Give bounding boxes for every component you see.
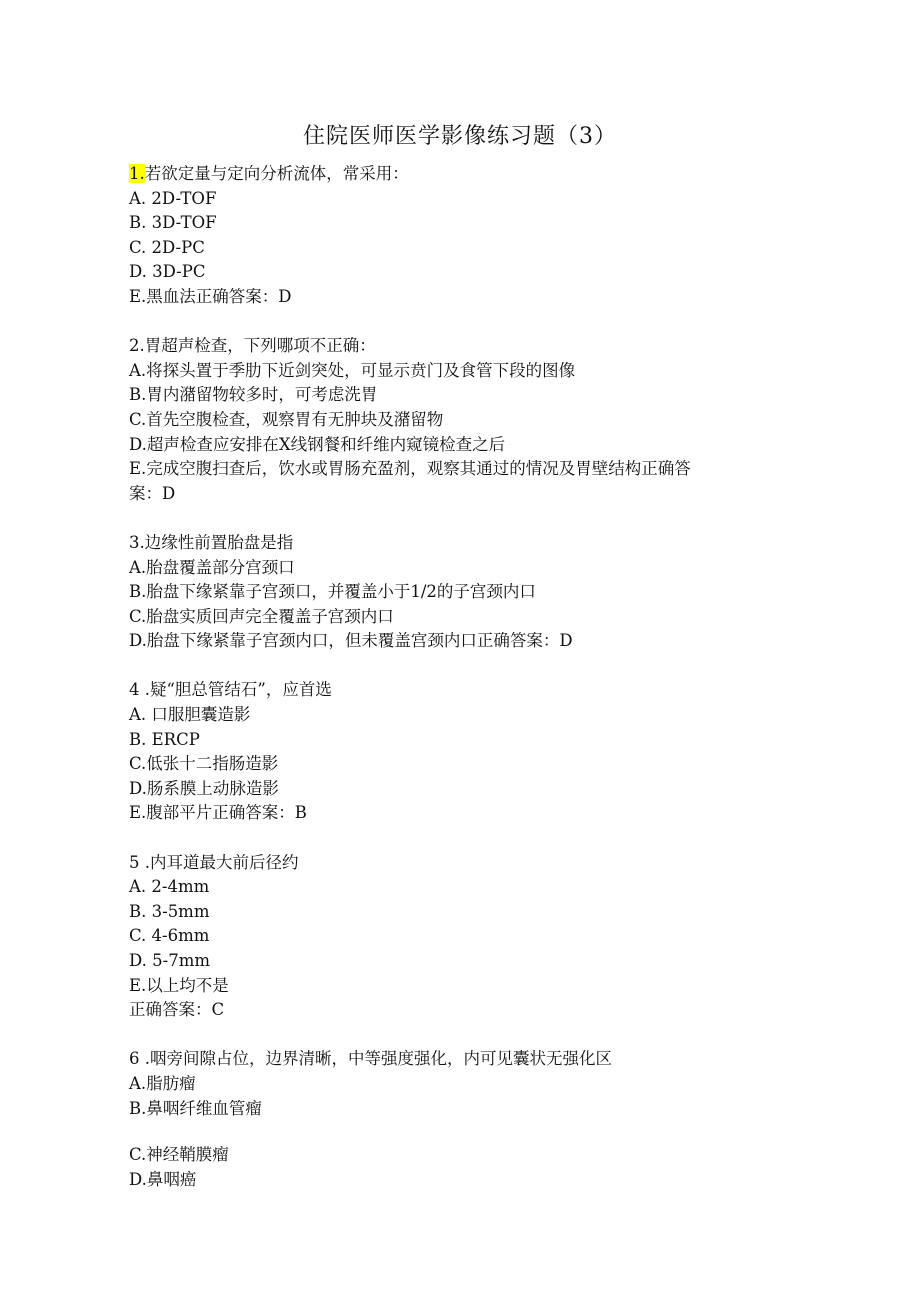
question-3 [129, 531, 789, 654]
option: B. 3-5mm [129, 901, 210, 921]
option: C.胎盘实质回声完全覆盖子宫颈内口 [129, 606, 394, 626]
question-stem: 5 .内耳道最大前后径约 [129, 852, 299, 872]
answer: 案：D [129, 483, 176, 503]
question-stem: 4 .疑“胆总管结石”，应首选 [129, 680, 332, 700]
question-number-highlight: 1. [129, 164, 145, 183]
question-stem: 6 .咽旁间隙占位，边界清晰，中等强度强化，内可见囊状无强化区 [129, 1049, 612, 1069]
option: C.低张十二指肠造影 [129, 754, 279, 774]
option: E.完成空腹扫查后，饮水或胃肠充盈剂，观察其通过的情况及胃壁结构正确答 [129, 459, 691, 479]
spacer [129, 654, 789, 679]
question-list [129, 162, 789, 1192]
option: E.以上均不是 [129, 975, 229, 995]
option: C.首先空腹检查，观察胃有无肿块及潴留物 [129, 409, 444, 429]
option: B.胎盘下缘紧靠子宫颈口，并覆盖小于1/2的子宫颈内口 [129, 582, 536, 602]
option: B. ERCP [129, 729, 200, 749]
option-with-answer: E.黑血法正确答案：D [129, 286, 292, 306]
option: D. 3D-PC [129, 262, 206, 282]
option: D.超声检查应安排在X线钢餐和纤维内窥镜检查之后 [129, 434, 506, 454]
option: D.鼻咽癌 [129, 1169, 197, 1189]
question-6 [129, 1047, 789, 1192]
option: B. 3D-TOF [129, 213, 217, 233]
question-stem [129, 162, 789, 187]
option: A. 2D-TOF [129, 188, 217, 208]
option-with-answer: E.腹部平片正确答案：B [129, 803, 307, 823]
question-stem: 2.胃超声检查，下列哪项不正确： [129, 336, 376, 356]
spacer [129, 310, 789, 335]
option: C.神经鞘膜瘤 [129, 1145, 229, 1165]
spacer [129, 826, 789, 851]
spacer [129, 506, 789, 531]
option: B.鼻咽纤维血管瘤 [129, 1098, 262, 1118]
question-2 [129, 334, 789, 506]
option: D.肠系膜上动脉造影 [129, 778, 279, 798]
page-title: 住院医师医学影像练习题（3） [303, 124, 617, 149]
question-stem: 3.边缘性前置胎盘是指 [129, 532, 294, 552]
option: B.胃内潴留物较多时，可考虑洗胃 [129, 385, 378, 405]
spacer [129, 1023, 789, 1048]
option: A.脂肪瘤 [129, 1073, 196, 1093]
spacer [129, 1121, 789, 1143]
option: A.将探头置于季肋下近剑突处，可显示贲门及食管下段的图像 [129, 360, 576, 380]
option: A. 2-4mm [129, 877, 210, 897]
option: A.胎盘覆盖部分宫颈口 [129, 557, 295, 577]
question-5 [129, 851, 789, 1023]
option: C. 2D-PC [129, 237, 205, 257]
option: D. 5-7mm [129, 951, 210, 970]
answer: 正确答案：C [129, 1000, 225, 1020]
question-4 [129, 678, 789, 826]
option: C. 4-6mm [129, 926, 210, 946]
option-with-answer: D.胎盘下缘紧靠子宫颈内口，但未覆盖宫颈内口正确答案：D [129, 631, 573, 651]
question-1 [129, 162, 789, 310]
option: A. 口服胆囊造影 [129, 705, 251, 725]
question-stem-text: 若欲定量与定向分析流体，常采用： [144, 164, 409, 183]
